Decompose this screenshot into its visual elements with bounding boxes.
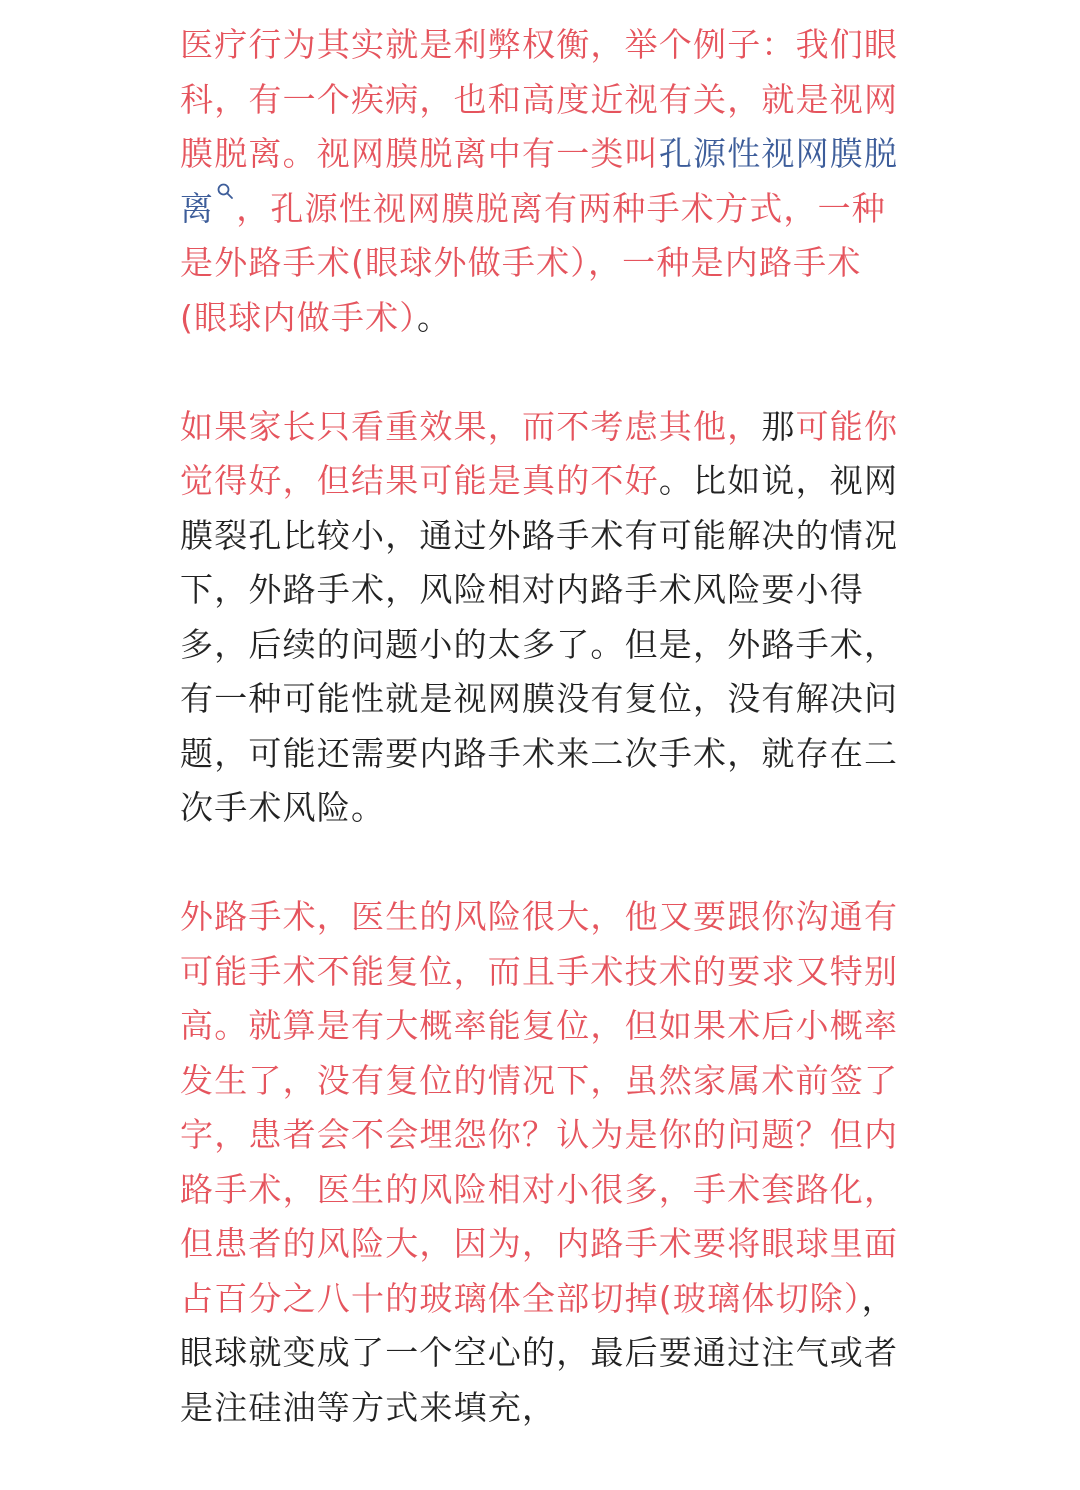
search-icon xyxy=(216,182,234,200)
paragraph-3-text-a: 外路手术，医生的风险很大，他又要跟你沟通有可能手术不能复位，而且手术技术的要求又特别高。就算是有大概率能复位，但如果术后小概率发生了，没有复位的情况下，虽然家属术前签了字，患者会不会埋怨你？认为是你的问题？但内路手术，医生的风险相对小很多，手术套路化，但患者的风险大，因为，内路手术要将眼球里面占百分之八十的玻璃体全部切掉(玻璃体切除） xyxy=(180,897,899,1318)
paragraph-1 xyxy=(180,18,902,345)
retinal-detachment-link-text: 孔源性视网膜脱离 xyxy=(180,134,899,228)
paragraph-2-text-b: 那 xyxy=(761,406,796,446)
paragraph-2 xyxy=(180,400,902,836)
paragraph-2-text-d: 。比如说，视网膜裂孔比较小，通过外路手术有可能解决的情况下，外路手术，风险相对内路手术风险要小得多，后续的问题小的太多了。但是，外路手术，有一种可能性就是视网膜没有复位，没有解决问题，可能还需要内路手术来二次手术，就存在二次手术风险。 xyxy=(180,461,899,827)
paragraph-1-text-c: 。 xyxy=(416,297,452,337)
paragraph-2-text-a: 如果家长只看重效果，而不考虑其他， xyxy=(180,406,762,446)
paragraph-1-text-a: 医疗行为其实就是利弊权衡，举个例子：我们眼科，有一个疾病，也和高度近视有关，就是视网膜脱离。视网膜脱离中有一类叫 xyxy=(180,25,899,173)
paragraph-1-text-b: ，孔源性视网膜脱离有两种手术方式，一种是外路手术(眼球外做手术），一种是内路手术(眼球内做手术） xyxy=(180,188,887,337)
paragraph-3-text-b: ，眼球就变成了一个空心的，最后要通过注气或者是注硅油等方式来填充， xyxy=(180,1278,899,1427)
article-body xyxy=(180,18,902,1490)
paragraph-2-text-c: 可能你觉得好，但结果可能是真的不好 xyxy=(180,406,899,500)
paragraph-3 xyxy=(180,890,902,1435)
